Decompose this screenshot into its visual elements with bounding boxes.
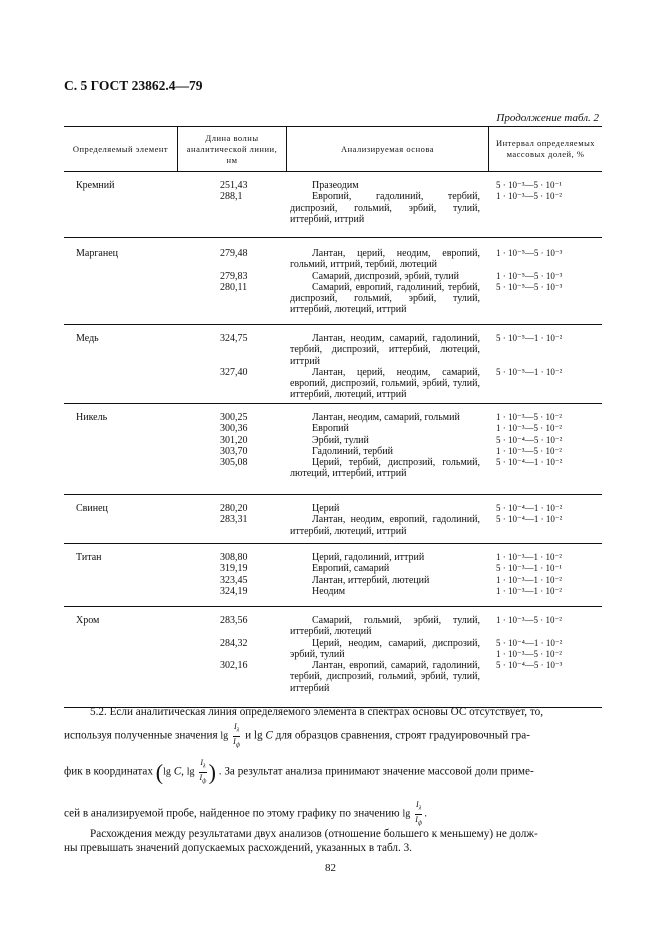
wavelength-cell: 305,08 <box>220 457 248 469</box>
base-cell: Церий, тербий, диспрозий, гольмий, лютеций, иттербий, иттрий <box>290 457 480 480</box>
fraction <box>233 722 240 750</box>
table-group <box>64 325 602 404</box>
text-fragment: используя полученные значения <box>64 729 218 742</box>
element-name: Титан <box>76 552 102 563</box>
fraction-numerator: I <box>233 722 237 731</box>
fraction-denominator-sub: ф <box>235 742 241 749</box>
interval-cell: 5 · 10⁻⁴—1 · 10⁻² <box>496 457 563 468</box>
interval-cell: 5 · 10⁻⁵—5 · 10⁻³ <box>496 281 563 292</box>
element-name: Марганец <box>76 248 119 259</box>
interval-cell: 1 · 10⁻³—1 · 10⁻² <box>496 585 562 596</box>
interval-cell: 5 · 10⁻³—1 · 10⁻¹ <box>496 563 562 574</box>
column-header-wavelength: Длина волны аналитической линии, нм <box>177 127 286 171</box>
fraction-numerator: I <box>416 800 419 809</box>
wavelength-cell: 323,45 <box>220 574 248 586</box>
base-cell: Самарий, диспрозий, эрбий, тулий <box>312 270 459 282</box>
base-cell: Гадолиний, тербий <box>312 445 393 457</box>
paragraph-line <box>64 800 602 828</box>
column-header-base: Анализируемая основа <box>286 127 488 171</box>
interval-cell: 1 · 10⁻³—1 · 10⁻² <box>496 552 562 562</box>
table-body <box>64 172 602 708</box>
element-name: Свинец <box>76 503 108 514</box>
base-cell: Европий, самарий <box>312 563 390 575</box>
c-variable: C <box>173 765 182 778</box>
wavelength-cell: 303,70 <box>220 445 248 457</box>
base-cell: Церий, гадолиний, иттрий <box>312 552 425 563</box>
base-cell: Лантан, церий, неодим, самарий, европий, диспрозий, гольмий, эрбий, тулий, иттербий, лютеций, иттрий <box>290 366 480 401</box>
interval-cell: 1 · 10⁻³—1 · 10⁻² <box>496 574 562 585</box>
base-cell: Лантан, иттербий, лютеций <box>312 574 430 586</box>
element-name: Никель <box>76 412 108 423</box>
wavelength-cell: 300,36 <box>220 423 248 435</box>
wavelength-cell: 288,1 <box>220 191 243 203</box>
lg-symbol: lg <box>186 766 195 778</box>
wavelength-cell: 280,20 <box>220 503 248 514</box>
base-cell: Европий, гадолиний, тербий, диспрозий, гольмий, эрбий, тулий, иттербий, иттрий <box>290 191 480 225</box>
wavelength-cell: 280,11 <box>220 281 248 293</box>
interval-cell: 5 · 10⁻⁴—5 · 10⁻³ <box>496 660 563 671</box>
element-name: Медь <box>76 333 99 344</box>
column-header-element: Определяемый элемент <box>72 143 169 154</box>
wavelength-cell: 279,83 <box>220 270 248 282</box>
table-group <box>64 238 602 325</box>
paragraph-line: ны превышать значений допускаемых расхождений, указанных в табл. 3. <box>64 842 412 854</box>
base-cell: Лантан, неодим, европий, гадолиний, иттербий, лютеций, иттрий <box>290 514 480 537</box>
base-cell: Церий, неодим, самарий, диспрозий, эрбий, тулий <box>290 637 480 660</box>
fraction-denominator: I <box>415 814 418 824</box>
wavelength-cell: 300,25 <box>220 412 248 423</box>
paragraph-line <box>64 722 602 750</box>
wavelength-cell: 279,48 <box>220 248 248 259</box>
base-cell: Неодим <box>312 585 346 597</box>
table-header <box>64 127 602 172</box>
wavelength-cell: 302,16 <box>220 660 248 672</box>
table <box>64 126 602 708</box>
wavelength-cell: 251,43 <box>220 180 248 191</box>
fraction-numerator-sub: λ <box>236 727 240 734</box>
text-fragment: для образцов сравнения, строят градуировочный гра- <box>275 729 530 742</box>
base-cell: Лантан, неодим, самарий, гадолиний, тербий, диспрозий, иттербий, лютеций, иттрий <box>290 333 480 367</box>
wavelength-cell: 324,19 <box>220 585 248 597</box>
base-cell: Эрбий, тулий <box>312 434 369 446</box>
fraction-denominator-sub: ф <box>202 778 207 785</box>
base-cell: Самарий, гольмий, эрбий, тулий, иттербий, лютеций <box>290 615 480 638</box>
paragraph-line: 5.2. Если аналитическая линия определяемого элемента в спектрах основы ОС отсутствует, то, <box>90 706 543 718</box>
table-group <box>64 404 602 495</box>
interval-cell: 1 · 10⁻³—5 · 10⁻² <box>496 648 562 659</box>
table-group <box>64 607 602 708</box>
interval-cell: 1 · 10⁻³—5 · 10⁻² <box>496 191 562 202</box>
fraction-numerator-sub: λ <box>418 805 422 812</box>
wavelength-cell: 284,32 <box>220 637 248 649</box>
lg-symbol: lg <box>220 730 229 742</box>
interval-cell: 1 · 10⁻³—5 · 10⁻² <box>496 445 562 456</box>
fraction <box>199 758 206 786</box>
page-number: 82 <box>325 862 336 874</box>
interval-cell: 5 · 10⁻⁴—1 · 10⁻² <box>496 514 563 525</box>
page-header: С. 5 ГОСТ 23862.4—79 <box>64 78 203 93</box>
element-name: Кремний <box>76 180 115 191</box>
fraction-denominator: I <box>199 772 203 782</box>
interval-cell: 1 · 10⁻³—5 · 10⁻² <box>496 412 562 422</box>
wavelength-cell: 283,31 <box>220 514 248 526</box>
lg-symbol: lg <box>402 808 411 820</box>
interval-cell: 5 · 10⁻⁴—1 · 10⁻² <box>496 637 563 648</box>
text-fragment: фик в координатах <box>64 765 153 778</box>
table-group <box>64 495 602 544</box>
fraction-numerator-sub: λ <box>203 763 206 770</box>
base-cell: Лантан, европий, самарий, гадолиний, тербий, диспрозий, гольмий, эрбий, тулий, иттербий <box>290 660 480 694</box>
column-header-interval: Интервал определяемых массовых долей, % <box>488 127 602 171</box>
interval-cell: 1 · 10⁻³—5 · 10⁻² <box>496 615 562 625</box>
table-continuation-label: Продолжение табл. 2 <box>496 112 599 124</box>
interval-cell: 1 · 10⁻⁵—5 · 10⁻³ <box>496 248 563 258</box>
table-group <box>64 172 602 238</box>
text-fragment: . <box>424 807 428 820</box>
c-variable: C <box>265 729 273 742</box>
fraction-numerator: I <box>200 758 203 767</box>
wavelength-cell: 301,20 <box>220 434 248 446</box>
text-fragment: сей в анализируемой пробе, найденное по этому графику по значению <box>64 807 400 820</box>
interval-cell: 5 · 10⁻⁴—1 · 10⁻² <box>496 503 563 513</box>
element-name: Хром <box>76 615 100 626</box>
lg-symbol: lg <box>163 766 171 778</box>
table-group <box>64 544 602 607</box>
base-cell: Самарий, европий, гадолиний, тербий, диспрозий, гольмий, эрбий, тулий, иттербий, лютеций, иттрий <box>290 281 480 316</box>
interval-cell: 1 · 10⁻⁵—5 · 10⁻³ <box>496 270 563 281</box>
interval-cell: 5 · 10⁻⁵—1 · 10⁻² <box>496 333 563 343</box>
wavelength-cell: 327,40 <box>220 366 248 378</box>
base-cell: Лантан, неодим, самарий, гольмий <box>312 412 460 423</box>
wavelength-cell: 324,75 <box>220 333 248 344</box>
text-fragment: и lg <box>245 729 263 742</box>
wavelength-cell: 319,19 <box>220 563 248 575</box>
comma: , <box>181 765 184 778</box>
base-cell: Празеодим <box>312 180 359 191</box>
paragraph-line <box>64 758 602 786</box>
fraction-denominator-sub: ф <box>417 820 423 827</box>
close-paren: ) <box>208 759 216 785</box>
fraction-denominator: I <box>233 736 236 746</box>
interval-cell: 5 · 10⁻³—5 · 10⁻¹ <box>496 180 562 190</box>
wavelength-cell: 283,56 <box>220 615 248 626</box>
base-cell: Церий <box>312 503 340 514</box>
wavelength-cell: 308,80 <box>220 552 248 563</box>
open-paren: ( <box>155 759 164 785</box>
interval-cell: 1 · 10⁻³—5 · 10⁻² <box>496 423 562 434</box>
interval-cell: 5 · 10⁻⁴—5 · 10⁻² <box>496 434 563 445</box>
base-cell: Европий <box>312 423 349 435</box>
interval-cell: 5 · 10⁻⁵—1 · 10⁻² <box>496 366 563 377</box>
base-cell: Лантан, церий, неодим, европий, гольмий, иттрий, тербий, лютеций <box>290 248 480 271</box>
text-fragment: . За результат анализа принимают значение массовой доли приме- <box>218 765 534 778</box>
paragraph-line: Расхождения между результатами двух анализов (отношение большего к меньшему) не долж- <box>90 828 538 840</box>
fraction <box>415 800 422 828</box>
